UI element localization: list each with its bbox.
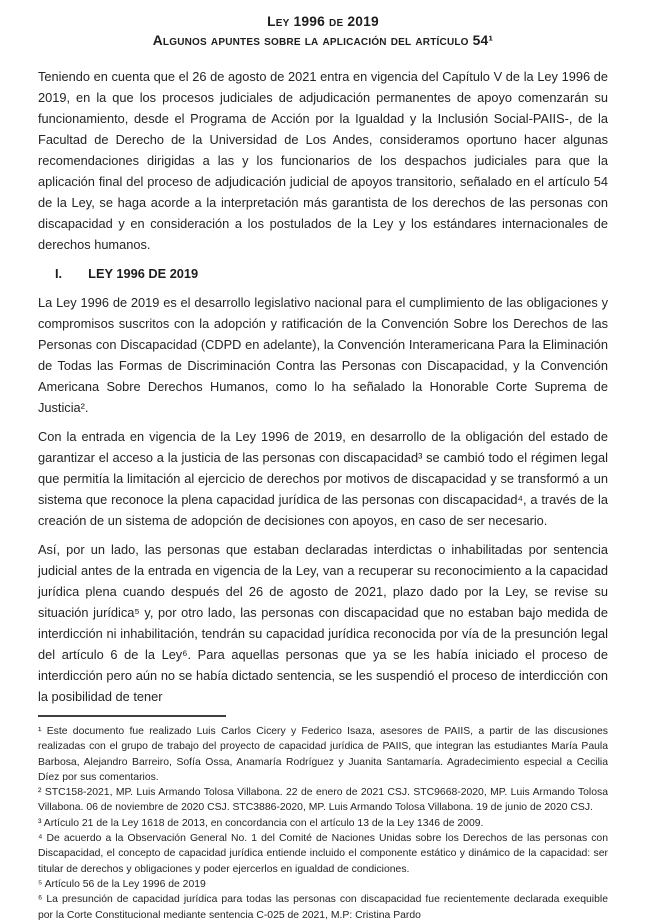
footnotes-section <box>38 715 608 923</box>
section-paragraph-2: Con la entrada en vigencia de la Ley 1996 de 2019, en desarrollo de la obligación del estado de garantizar el acceso a la justicia de las personas con discapacidad³ se cambió todo el régimen legal que permitía la limitación al ejercicio de derechos por motivos de discapacidad y se transformó a un sistema que reconoce la plena capacidad jurídica de las personas con discapacidad⁴, a través de la creación de un sistema de adopción de decisiones con apoyos, en caso de ser necesario. <box>38 429 608 528</box>
section-numeral: I. <box>55 266 63 281</box>
document-header <box>38 12 608 50</box>
footnote-6: ⁶ La presunción de capacidad jurídica para todas las personas con discapacidad fue recientemente declarada exequible por la Corte Constitucional mediante sentencia C-025 de 2021, M.P: Cristina Pardo <box>38 894 608 921</box>
footnote-1: ¹ Este documento fue realizado Luis Carlos Cicery y Federico Isaza, asesores de PAIIS, a partir de las discusiones realizadas con el grupo de trabajo del proyecto de capacidad jurídica de PAIIS, que integran las estudiantes María Paula Barbosa, Alejandro Barreiro, Sofía Ossa, Anamaría Rodríguez y Juanita Santamaría. Agradecimiento especial a Cecilia Díez por sus comentarios. <box>38 726 608 783</box>
footnote-5: ⁵ Artículo 56 de la Ley 1996 de 2019 <box>38 878 206 890</box>
footnote-4: ⁴ De acuerdo a la Observación General No. 1 del Comité de Naciones Unidas sobre los Derechos de las personas con Discapacidad, el concepto de capacidad jurídica entiende incluido el componente estático y dinámico de la capacidad: ser titular de derechos y obligaciones y poder ejercerlos en igualdad de condiciones. <box>38 833 608 875</box>
section-title: LEY 1996 DE 2019 <box>88 266 199 281</box>
document-title: Ley 1996 de 2019 <box>267 14 379 29</box>
section-heading <box>38 263 608 284</box>
footnote-3: ³ Artículo 21 de la Ley 1618 de 2013, en concordancia con el artículo 13 de la Ley 1346 de 2009. <box>38 817 484 829</box>
section-paragraph-1: La Ley 1996 de 2019 es el desarrollo legislativo nacional para el cumplimiento de las obligaciones y compromisos suscritos con la adopción y ratificación de la Convención Sobre los Derechos de las Personas con Discapacidad (CDPD en adelante), la Convención Interamericana Para la Eliminación de Todas las Formas de Discriminación Contra las Personas con Discapacidad, y la Convención Americana Sobre Derechos Humanos, como lo ha señalado la Honorable Corte Suprema de Justicia². <box>38 295 608 415</box>
intro-paragraph: Teniendo en cuenta que el 26 de agosto de 2021 entra en vigencia del Capítulo V de la Ley 1996 de 2019, en la que los procesos judiciales de adjudicación permanentes de apoyo comenzarán su funcionamiento, desde el Programa de Acción por la Igualdad y la Inclusión Social-PAIIS-, de la Facultad de Derecho de la Universidad de Los Andes, consideramos oportuno hacer algunas recomendaciones dirigidas a las y los funcionarios de los despachos judiciales para que la aplicación final del proceso de adjudicación judicial de apoyos transitorio, señalado en el artículo 54 de la Ley, se haga acorde a la interpretación más garantista de los derechos de las personas con discapacidad y en consideración a los postulados de la Ley y los estándares internacionales de derechos humanos. <box>38 69 608 252</box>
footnote-separator-rule <box>38 715 226 717</box>
section-paragraph-3: Así, por un lado, las personas que estaban declaradas interdictas o inhabilitadas por sentencia judicial antes de la entrada en vigencia de la Ley, van a recuperar su reconocimiento a la capacidad jurídica plena cuando después del 26 de agosto de 2021, plazo dado por la Ley, se revise su situación jurídica⁵ y, por otro lado, las personas con discapacidad que no estaban bajo medida de interdicción ni inhabilitación, tendrán su capacidad jurídica reconocida por vía de la presunción legal del artículo 6 de la Ley⁶. Para aquellas personas que ya se les había iniciado el proceso de interdicción pero aún no se había dictado sentencia, se les suspendió el proceso de interdicción con la posibilidad de tener <box>38 542 608 704</box>
document-body <box>38 50 608 707</box>
document-subtitle: Algunos apuntes sobre la aplicación del artículo 54¹ <box>152 33 494 48</box>
footnote-2: ² STC158-2021, MP. Luis Armando Tolosa Villabona. 22 de enero de 2021 CSJ. STC9668-2020, MP. Luis Armando Tolosa Villabona. 06 de noviembre de 2020 CSJ. STC3886-2020, MP. Luis Armando Tolosa Villabona. 19 de junio de 2020 CSJ. <box>38 787 608 814</box>
